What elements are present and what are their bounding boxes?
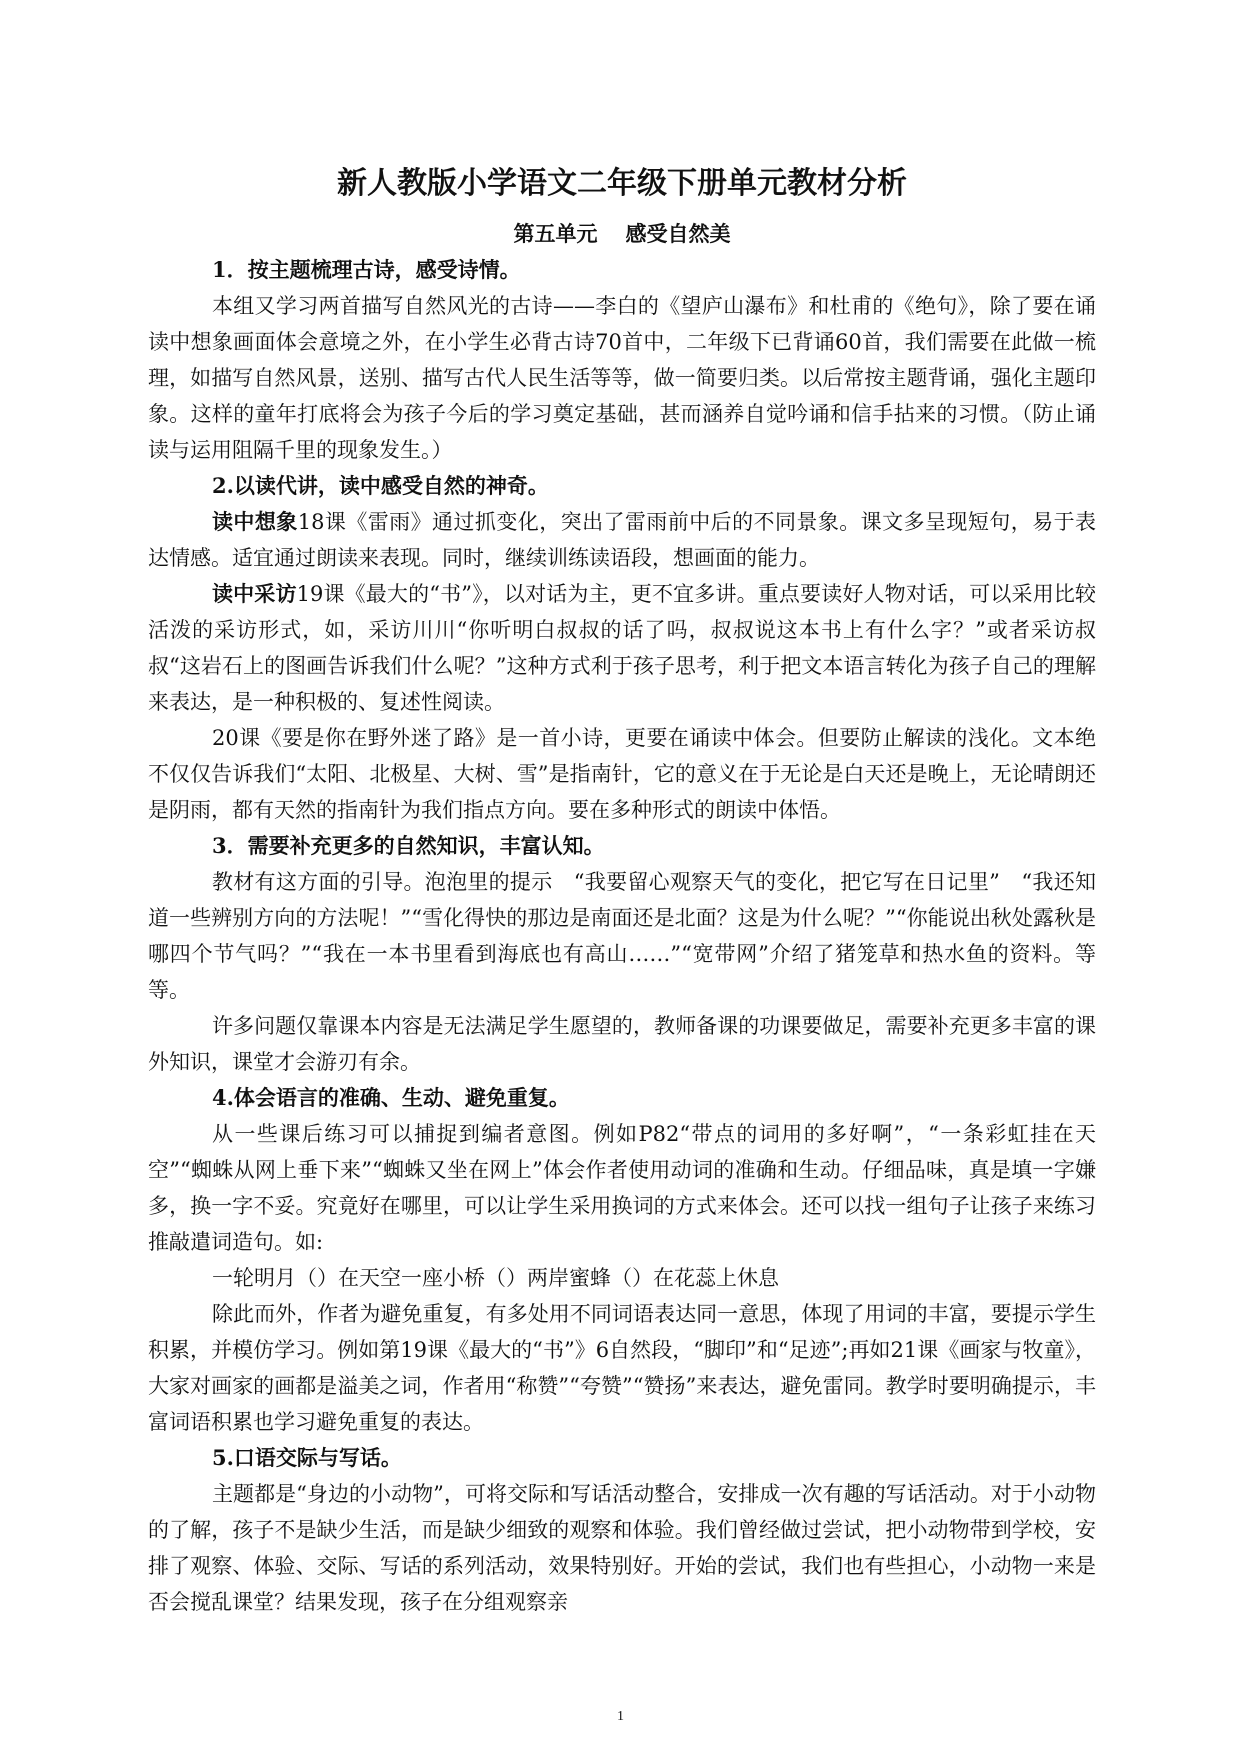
section-heading: 3．需要补充更多的自然知识，丰富认知。 <box>212 833 605 858</box>
document-title: 新人教版小学语文二年级下册单元教材分析 <box>337 166 907 201</box>
section-paragraph <box>148 504 1096 576</box>
section-heading: 1．按主题梳理古诗，感受诗情。 <box>212 257 521 282</box>
section-paragraph <box>148 1476 1096 1620</box>
paragraph-text: 19课《最大的“书”》，以对话为主，更不宜多讲。重点要读好人物对话，可以采用比较活泼的采访形式，如，采访川川“你听明白叔叔的话了吗，叔叔说这本书上有什么字？”或者采访叔叔“这岩石上的图画告诉我们什么呢？”这种方式利于孩子思考，利于把文本语言转化为孩子自己的理解来表达，是一种积极的、复述性阅读。 <box>148 582 1096 714</box>
paragraph-text: 18课《雷雨》通过抓变化，突出了雷雨前中后的不同景象。课文多呈现短句，易于表达情感。适宜通过朗读来表现。同时，继续训练读语段，想画面的能力。 <box>148 510 1097 570</box>
paragraph-text: 教材有这方面的引导。泡泡里的提示 “我要留心观察天气的变化，把它写在日记里” “我还知道一些辨别方向的方法呢！”“雪化得快的那边是南面还是北面？这是为什么呢？”“你能说出秋处露秋是哪四个节气吗？”“我在一本书里看到海底也有高山……”“宽带网”介绍了猪笼草和热水鱼的资料。等等。 <box>148 870 1096 1002</box>
section-paragraph <box>148 864 1096 1008</box>
paragraph-text: 许多问题仅靠课本内容是无法满足学生愿望的，教师备课的功课要做足，需要补充更多丰富的课外知识，课堂才会游刃有余。 <box>148 1014 1096 1074</box>
unit-theme: 感受自然美 <box>625 221 731 246</box>
unit-label: 第五单元 <box>513 221 598 246</box>
section-paragraph <box>148 576 1096 720</box>
section-paragraph <box>148 1260 1096 1296</box>
section-paragraph <box>148 1116 1096 1260</box>
paragraph-lead: 读中采访 <box>212 581 297 606</box>
section-paragraph <box>148 288 1096 468</box>
paragraph-text: 除此而外，作者为避免重复，有多处用不同词语表达同一意思，体现了用词的丰富，要提示学生积累，并模仿学习。例如第19课《最大的“书”》6自然段，“脚印”和“足迹”;再如21课《画家与牧童》，大家对画家的画都是溢美之词，作者用“称赞”“夸赞”“赞扬”来表达，避免雷同。教学时要明确提示，丰富词语积累也学习避免重复的表达。 <box>148 1302 1096 1434</box>
unit-heading <box>148 216 1096 252</box>
section-paragraph <box>148 1008 1096 1080</box>
paragraph-text: 20课《要是你在野外迷了路》是一首小诗，更要在诵读中体会。但要防止解读的浅化。文本绝不仅仅告诉我们“太阳、北极星、大树、雪”是指南针，它的意义在于无论是白天还是晚上，无论晴朗还是阴雨，都有天然的指南针为我们指点方向。要在多种形式的朗读中体悟。 <box>148 726 1096 822</box>
paragraph-text: 一轮明月（）在天空一座小桥（）两岸蜜蜂（）在花蕊上休息 <box>212 1266 779 1290</box>
section-heading: 5.口语交际与写话。 <box>212 1445 402 1470</box>
paragraph-text: 本组又学习两首描写自然风光的古诗——李白的《望庐山瀑布》和杜甫的《绝句》，除了要在诵读中想象画面体会意境之外，在小学生必背古诗70首中，二年级下已背诵60首，我们需要在此做一梳理，如描写自然风景，送别、描写古代人民生活等等，做一简要归类。以后常按主题背诵，强化主题印象。这样的童年打底将会为孩子今后的学习奠定基础，甚而涵养自觉吟诵和信手拈来的习惯。（防止诵读与运用阻隔千里的现象发生。） <box>148 294 1096 462</box>
section-paragraph <box>148 1296 1096 1440</box>
page-number: 1 <box>617 1709 624 1724</box>
section-paragraph <box>148 720 1096 828</box>
paragraph-text: 主题都是“身边的小动物”，可将交际和写话活动整合，安排成一次有趣的写话活动。对于小动物的了解，孩子不是缺少生活，而是缺少细致的观察和体验。我们曾经做过尝试，把小动物带到学校，安排了观察、体验、交际、写话的系列活动，效果特别好。开始的尝试，我们也有些担心，小动物一来是否会搅乱课堂？结果发现，孩子在分组观察亲 <box>148 1482 1096 1614</box>
document-body <box>148 162 1096 1620</box>
paragraph-lead: 读中想象 <box>212 509 298 534</box>
paragraph-text: 从一些课后练习可以捕捉到编者意图。例如P82“带点的词用的多好啊”，“一条彩虹挂在天空”“蜘蛛从网上垂下来”“蜘蛛又坐在网上”体会作者使用动词的准确和生动。仔细品味，真是填一字嫌多，换一字不妥。究竟好在哪里，可以让学生采用换词的方式来体会。还可以找一组句子让孩子来练习推敲遣词造句。如: <box>148 1122 1096 1254</box>
section-heading: 4.体会语言的准确、生动、避免重复。 <box>212 1085 570 1110</box>
section-heading: 2.以读代讲，读中感受自然的神奇。 <box>212 473 549 498</box>
